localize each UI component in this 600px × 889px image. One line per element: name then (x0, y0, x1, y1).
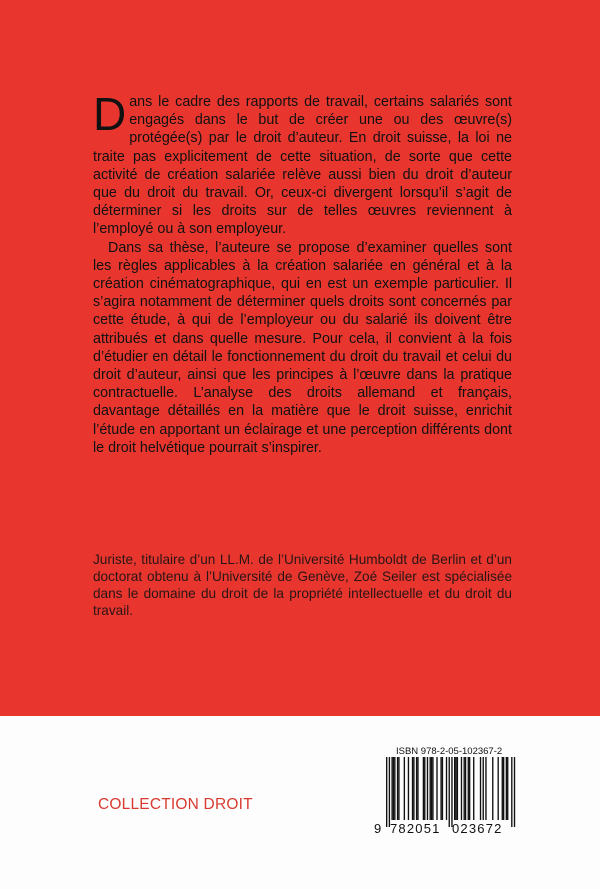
barcode-bar (442, 757, 443, 820)
drop-cap: D (93, 88, 127, 140)
barcode-bar (465, 757, 466, 820)
blurb-paragraph-1 (93, 88, 512, 239)
barcode-bar (503, 757, 504, 820)
barcode-bar (440, 757, 441, 820)
barcode-bar (507, 757, 508, 820)
barcode-bar (413, 757, 414, 820)
barcode-bar (436, 757, 437, 820)
barcode-digits-left: 782051 (390, 821, 441, 836)
barcode-bars (386, 757, 515, 827)
barcode-bar (408, 757, 409, 820)
blurb-paragraph-2: Dans sa thèse, l’auteure se propose d’examiner quelles sont les règles applicables à la création salariée en général et à la création cinématographique, qui en est un exemple particulier. Il s’agira notamment de déterminer quels droits sont concernés par cette étude, à qui de l’employeur ou du salarié ils doivent être attribués et dans quelle mesure. Pour cela, il convient à la fois d’étudier en détail le fonctionnement du droit du travail et celui du droit d’auteur, ainsi que les principes à l’œuvre dans la pratique contractuelle. L’analyse des droits allemand et français, davantage détaillés en la matière que le droit suisse, enrichit l’étude en apportant un éclairage et une perception différents dont le droit helvétique pourrait s’inspirer. (93, 239, 512, 456)
barcode-bar (480, 757, 481, 820)
barcode-bar (417, 757, 418, 820)
barcode-bar (461, 757, 462, 820)
barcode-bar (404, 757, 405, 820)
barcode-bar (412, 757, 413, 820)
barcode-bar (427, 757, 428, 820)
barcode-bar (455, 757, 456, 820)
barcode-bar (449, 757, 450, 827)
back-cover-blurb (93, 88, 512, 457)
barcode-bar (464, 757, 465, 820)
barcode-bar (432, 757, 433, 820)
barcode-bar (393, 757, 394, 820)
barcode-bar (398, 757, 399, 820)
barcode-bar (416, 757, 417, 820)
barcode-bar (424, 757, 425, 820)
barcode-bar (386, 757, 387, 827)
barcode-bar (485, 757, 486, 820)
barcode-bar (506, 757, 507, 820)
barcode-bar (451, 757, 452, 827)
author-bio: Juriste, titulaire d’un LL.M. de l’Université Humboldt de Berlin et d’un doctorat obtenu à l’Université de Genève, Zoé Seiler est spécialisée dans le domaine du droit de la propriété intellectuelle et du droit du travail. (93, 551, 512, 619)
barcode-bar (457, 757, 458, 820)
isbn-barcode-block (372, 746, 520, 836)
barcode-bar (389, 757, 390, 827)
barcode-icon (372, 757, 520, 836)
barcode-bar (446, 757, 447, 820)
barcode-bar (468, 757, 469, 820)
isbn-label: ISBN 978-2-05-102367-2 (396, 746, 503, 757)
barcode-bar (511, 757, 512, 827)
barcode-bar (502, 757, 503, 820)
barcode-bar (430, 757, 431, 820)
barcode-digits-right: 023672 (452, 821, 503, 836)
barcode-bar (391, 757, 392, 820)
barcode-bar (492, 757, 493, 820)
barcode-bar (423, 757, 424, 820)
barcode-bar (397, 757, 398, 820)
barcode-bar (514, 757, 515, 827)
collection-title: COLLECTION DROIT (98, 796, 253, 813)
barcode-bar (473, 757, 474, 820)
barcode-bar (498, 757, 499, 820)
barcode-bar (394, 757, 395, 820)
blurb-paragraph-1-text: ans le cadre des rapports de travail, certains salariés sont engagés dans le but de créer une ou des œuvre(s) protégée(s) par le droit d’auteur. En droit suisse, la loi ne traite pas explicitement de cette situation, de sorte que cette activité de création salariée relève aussi bien du droit d’auteur que du droit du travail. Or, ceux-ci divergent lorsqu’il s’agit de déterminer si les droits sur de telles œuvres reviennent à l’employé ou à son employeur. (93, 94, 512, 238)
barcode-bar (483, 757, 484, 820)
barcode-digit-first: 9 (374, 821, 382, 836)
barcode-bar (469, 757, 470, 820)
barcode-bar (431, 757, 432, 820)
barcode-bar (454, 757, 455, 820)
